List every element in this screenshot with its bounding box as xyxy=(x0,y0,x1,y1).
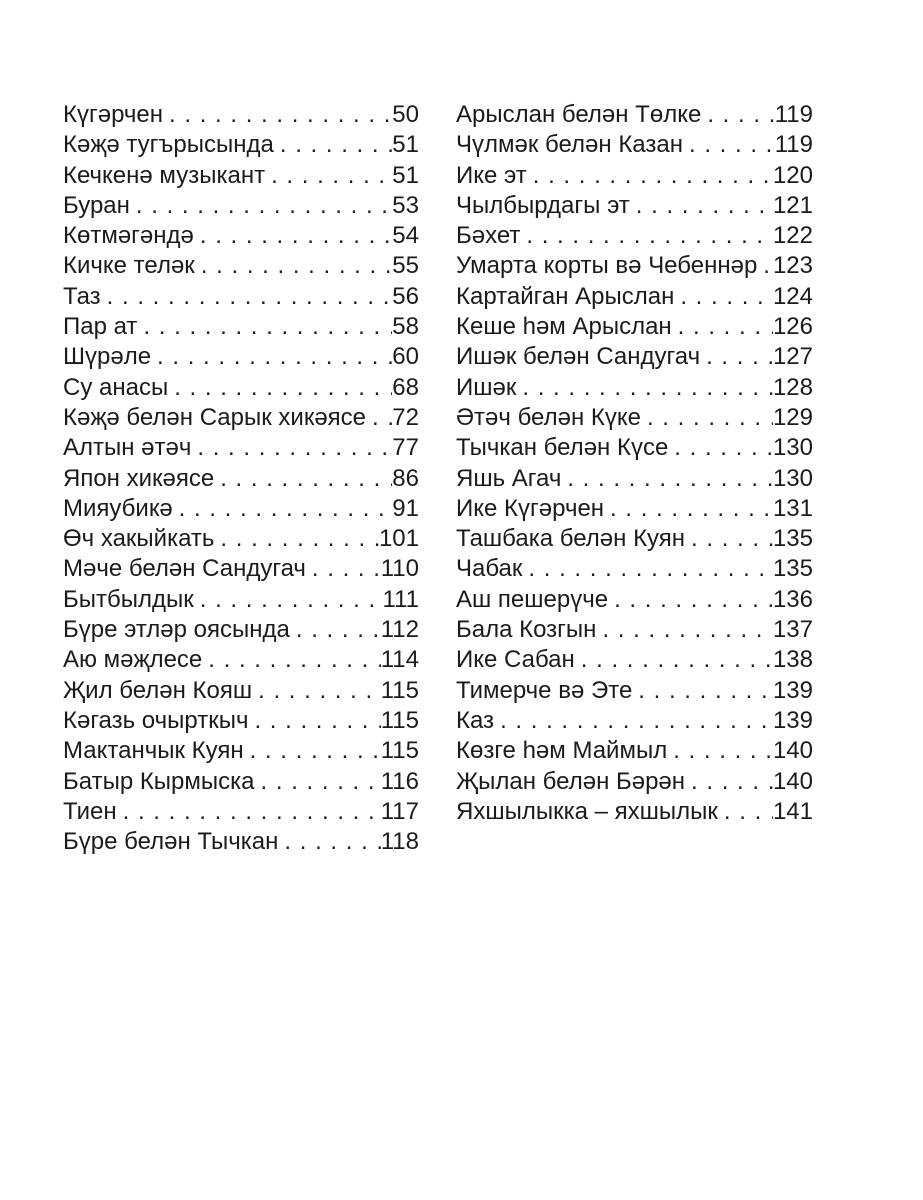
toc-entry-title: Ташбака белән Куян xyxy=(456,525,686,553)
dot-leader xyxy=(608,585,773,615)
dot-leader xyxy=(685,524,773,554)
toc-entry xyxy=(63,524,419,554)
toc-entry-title: Арыслан белән Төлке xyxy=(456,101,702,128)
toc-entry-title: Мәче белән Сандугач xyxy=(63,555,306,583)
toc-entry-page-number: 117 xyxy=(380,797,419,825)
toc-entry xyxy=(456,554,813,584)
dot-leader xyxy=(151,342,392,372)
toc-entry-page-number: 122 xyxy=(772,222,813,250)
toc-entry-page-number: 115 xyxy=(380,737,419,765)
toc-entry-title: Ишәк белән Сандугач xyxy=(456,343,701,371)
toc-entry xyxy=(456,161,813,191)
toc-entry-page-number: 114 xyxy=(380,646,419,674)
toc-entry xyxy=(456,100,813,130)
toc-entry-title: Яхшылыкка – яхшылык xyxy=(456,797,718,825)
dot-leader xyxy=(101,282,393,312)
toc-entry-title: Шүрәле xyxy=(63,343,152,371)
dot-leader xyxy=(306,554,381,584)
toc-entry-title: Ике эт xyxy=(456,161,527,189)
toc-entry-title: Кәгазь очырткыч xyxy=(63,706,249,734)
toc-entry-page-number: 140 xyxy=(772,737,813,765)
toc-entry-title: Аш пешерүче xyxy=(456,585,609,613)
toc-entry-page-number: 124 xyxy=(772,282,813,310)
dot-leader xyxy=(137,312,392,342)
toc-entry-title: Каз xyxy=(456,706,495,734)
dot-leader xyxy=(168,373,392,403)
toc-entry-title: Кеше һәм Арыслан xyxy=(456,313,672,341)
dot-leader xyxy=(520,221,773,251)
toc-entry-page-number: 55 xyxy=(392,252,419,280)
dot-leader xyxy=(252,676,381,706)
dot-leader xyxy=(244,736,381,766)
toc-entry-page-number: 137 xyxy=(772,616,813,644)
toc-entry xyxy=(456,282,813,312)
toc-entry-page-number: 130 xyxy=(772,464,813,492)
toc-entry-title: Кичке теләк xyxy=(63,252,195,280)
toc-entry-page-number: 72 xyxy=(392,403,419,431)
toc-entry-title: Бытбылдык xyxy=(63,585,194,613)
toc-entry-title: Күгәрчен xyxy=(63,101,164,128)
toc-entry xyxy=(63,251,419,281)
toc-entry xyxy=(456,585,813,615)
dot-leader xyxy=(202,645,380,675)
toc-entry-title: Бәхет xyxy=(456,222,521,250)
toc-entry-page-number: 110 xyxy=(380,555,419,583)
dot-leader xyxy=(527,161,773,191)
toc-entry-page-number: 123 xyxy=(772,252,813,280)
toc-entry-page-number: 136 xyxy=(772,585,813,613)
toc-entry-title: Ике Сабан xyxy=(456,646,575,674)
toc-entry-page-number: 91 xyxy=(392,494,419,522)
toc-entry xyxy=(63,736,419,766)
dot-leader xyxy=(366,403,392,433)
toc-entry xyxy=(456,342,813,372)
toc-entry xyxy=(456,767,813,797)
toc-entry-title: Мияубикә xyxy=(63,494,173,522)
toc-entry xyxy=(456,706,813,736)
toc-entry-title: Аю мәҗлесе xyxy=(63,646,203,674)
dot-leader xyxy=(191,433,392,463)
toc-entry-page-number: 141 xyxy=(772,797,813,825)
toc-entry-page-number: 138 xyxy=(772,646,813,674)
dot-leader xyxy=(522,554,773,584)
dot-leader xyxy=(516,373,773,403)
dot-leader xyxy=(596,615,773,645)
dot-leader xyxy=(718,797,773,827)
dot-leader xyxy=(685,767,773,797)
toc-entry-page-number: 116 xyxy=(380,767,419,795)
dot-leader xyxy=(173,494,393,524)
dot-leader xyxy=(194,221,392,251)
toc-entry-page-number: 51 xyxy=(392,131,419,159)
toc-entry-title: Пар ат xyxy=(63,313,138,341)
toc-entry xyxy=(456,615,813,645)
toc-entry-page-number: 131 xyxy=(772,494,813,522)
table-of-contents xyxy=(63,100,813,857)
dot-leader xyxy=(561,464,773,494)
toc-entry-page-number: 121 xyxy=(772,191,813,219)
toc-entry-page-number: 135 xyxy=(772,555,813,583)
dot-leader xyxy=(630,191,773,221)
toc-entry-title: Картайган Арыслан xyxy=(456,282,675,310)
toc-entry-title: Чабак xyxy=(456,555,523,583)
dot-leader xyxy=(248,706,380,736)
dot-leader xyxy=(641,403,773,433)
toc-entry-title: Буран xyxy=(63,191,130,219)
toc-entry-title: Кәҗә белән Сарык хикәясе xyxy=(63,403,367,431)
toc-entry xyxy=(63,100,419,130)
toc-entry xyxy=(63,342,419,372)
dot-leader xyxy=(575,645,773,675)
toc-entry xyxy=(456,464,813,494)
dot-leader xyxy=(668,433,773,463)
toc-entry xyxy=(63,221,419,251)
toc-entry-page-number: 51 xyxy=(392,161,419,189)
toc-entry-page-number: 86 xyxy=(392,464,419,492)
toc-entry-page-number: 139 xyxy=(772,706,813,734)
toc-entry xyxy=(63,676,419,706)
toc-entry-page-number: 118 xyxy=(380,828,419,856)
toc-entry xyxy=(63,494,419,524)
toc-entry-title: Батыр Кырмыска xyxy=(63,767,255,795)
dot-leader xyxy=(674,282,773,312)
toc-entry-page-number: 58 xyxy=(392,313,419,341)
toc-entry-title: Таз xyxy=(63,282,101,310)
toc-entry-page-number: 115 xyxy=(380,676,419,704)
dot-leader xyxy=(130,191,392,221)
toc-entry xyxy=(63,191,419,221)
toc-entry-title: Тимерче вә Эте xyxy=(456,676,633,704)
toc-entry xyxy=(456,433,813,463)
toc-entry xyxy=(63,767,419,797)
toc-entry-title: Җил белән Кояш xyxy=(63,676,253,704)
dot-leader xyxy=(683,130,775,160)
dot-leader xyxy=(214,524,379,554)
toc-entry-title: Әтәч белән Күке xyxy=(456,403,641,431)
toc-entry xyxy=(456,676,813,706)
toc-entry-title: Чылбырдагы эт xyxy=(456,191,630,219)
toc-entry-title: Су анасы xyxy=(63,373,169,401)
dot-leader xyxy=(274,130,392,160)
toc-entry-page-number: 68 xyxy=(392,373,419,401)
dot-leader xyxy=(163,100,392,130)
toc-entry-title: Бүре этләр оясында xyxy=(63,616,290,644)
toc-entry xyxy=(456,797,813,827)
toc-entry xyxy=(63,161,419,191)
toc-entry-page-number: 112 xyxy=(380,616,419,644)
toc-entry-title: Ишәк xyxy=(456,373,517,401)
dot-leader xyxy=(494,706,773,736)
toc-entry xyxy=(63,433,419,463)
toc-entry-page-number: 77 xyxy=(392,434,419,462)
toc-entry-page-number: 127 xyxy=(772,343,813,371)
toc-entry-title: Мактанчык Куян xyxy=(63,737,244,765)
toc-entry-title: Алтын әтәч xyxy=(63,434,192,462)
toc-entry-page-number: 53 xyxy=(392,191,419,219)
toc-entry xyxy=(456,251,813,281)
dot-leader xyxy=(757,251,773,281)
toc-entry-title: Кечкенә музыкант xyxy=(63,161,266,189)
toc-entry xyxy=(63,373,419,403)
toc-entry-title: Умарта корты вә Чебеннәр xyxy=(456,252,758,280)
dot-leader xyxy=(265,161,392,191)
toc-entry-title: Ике Күгәрчен xyxy=(456,494,605,522)
toc-left-column xyxy=(63,100,419,857)
toc-entry xyxy=(456,221,813,251)
toc-entry-title: Япон хикәясе xyxy=(63,464,215,492)
toc-entry xyxy=(63,797,419,827)
dot-leader xyxy=(701,100,774,130)
toc-entry-page-number: 140 xyxy=(772,767,813,795)
toc-entry-page-number: 130 xyxy=(772,434,813,462)
toc-entry xyxy=(63,554,419,584)
toc-entry xyxy=(63,585,419,615)
toc-entry-page-number: 135 xyxy=(772,525,813,553)
toc-entry-page-number: 56 xyxy=(392,282,419,310)
toc-entry-page-number: 128 xyxy=(772,373,813,401)
dot-leader xyxy=(278,827,380,857)
toc-entry-page-number: 139 xyxy=(772,676,813,704)
toc-entry-title: Көзге һәм Маймыл xyxy=(456,737,668,765)
toc-entry xyxy=(456,312,813,342)
toc-entry-page-number: 101 xyxy=(378,525,419,553)
toc-entry xyxy=(63,282,419,312)
toc-entry-page-number: 119 xyxy=(774,131,813,159)
dot-leader xyxy=(604,494,773,524)
toc-entry-page-number: 120 xyxy=(772,161,813,189)
toc-entry xyxy=(456,645,813,675)
toc-entry xyxy=(456,524,813,554)
dot-leader xyxy=(194,585,383,615)
toc-entry xyxy=(456,373,813,403)
toc-entry-page-number: 54 xyxy=(392,222,419,250)
toc-entry xyxy=(63,403,419,433)
dot-leader xyxy=(700,342,773,372)
dot-leader xyxy=(672,312,773,342)
toc-entry xyxy=(456,736,813,766)
dot-leader xyxy=(290,615,381,645)
toc-entry xyxy=(63,827,419,857)
toc-entry xyxy=(63,130,419,160)
toc-entry xyxy=(63,645,419,675)
toc-entry-title: Кәҗә тугърысында xyxy=(63,131,274,159)
toc-entry-title: Тиен xyxy=(63,797,117,825)
toc-entry xyxy=(63,464,419,494)
toc-entry-page-number: 111 xyxy=(382,585,419,613)
toc-entry xyxy=(63,312,419,342)
dot-leader xyxy=(632,676,773,706)
toc-entry xyxy=(456,494,813,524)
toc-entry-title: Җылан белән Бәрән xyxy=(456,767,686,795)
toc-right-column xyxy=(456,100,813,857)
toc-entry xyxy=(63,615,419,645)
toc-entry xyxy=(63,706,419,736)
toc-entry-page-number: 50 xyxy=(392,101,419,128)
toc-entry-title: Өч хакыйкать xyxy=(63,525,215,553)
dot-leader xyxy=(195,251,392,281)
toc-entry-page-number: 119 xyxy=(774,101,813,128)
toc-entry xyxy=(456,130,813,160)
dot-leader xyxy=(117,797,381,827)
toc-entry-page-number: 60 xyxy=(392,343,419,371)
toc-entry-title: Бүре белән Тычкан xyxy=(63,828,279,856)
dot-leader xyxy=(255,767,381,797)
toc-entry-page-number: 126 xyxy=(772,313,813,341)
dot-leader xyxy=(214,464,392,494)
toc-entry-page-number: 129 xyxy=(772,403,813,431)
toc-entry-title: Бала Козгын xyxy=(456,616,597,644)
toc-entry-title: Яшь Агач xyxy=(456,464,562,492)
toc-entry-title: Тычкан белән Күсе xyxy=(456,434,669,462)
toc-entry-title: Чүлмәк белән Казан xyxy=(456,131,683,159)
toc-entry xyxy=(456,191,813,221)
toc-entry-title: Көтмәгәндә xyxy=(63,222,194,250)
dot-leader xyxy=(667,736,773,766)
toc-entry xyxy=(456,403,813,433)
toc-entry-page-number: 115 xyxy=(380,706,419,734)
